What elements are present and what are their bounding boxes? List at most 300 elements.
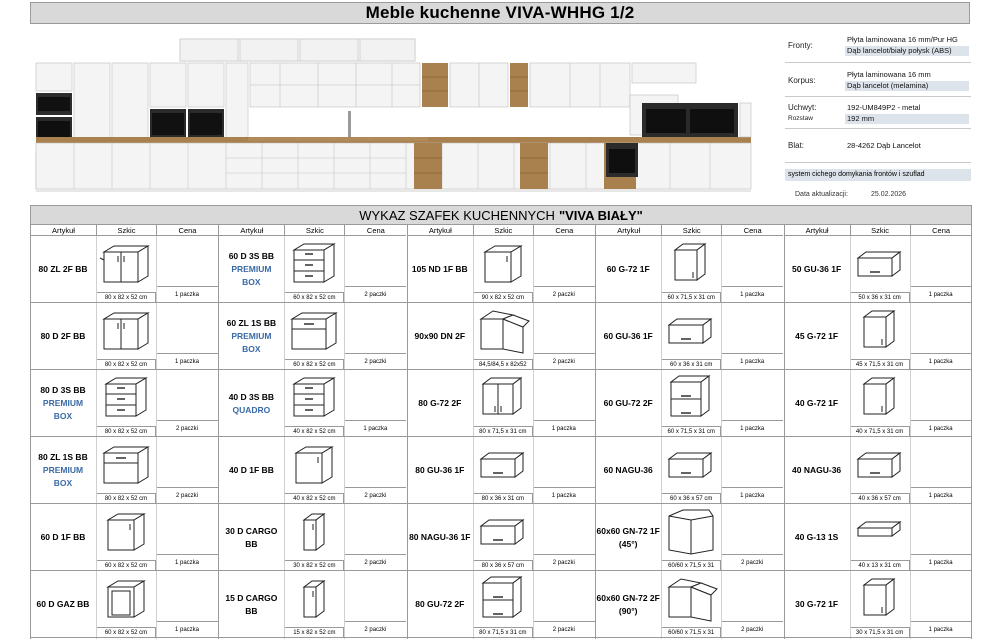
col-header-artykul: Artykuł xyxy=(784,225,850,236)
package-count: 2 paczki xyxy=(741,627,764,633)
row-divider xyxy=(30,570,972,571)
price-box xyxy=(533,437,595,488)
cabinet-code: 80 D 3S BB xyxy=(40,385,86,395)
page-title: Meble kuchenne VIVA-WHHG 1/2 xyxy=(365,3,635,22)
blat-value: 28-4262 Dąb Lancelot xyxy=(847,141,921,150)
cabinet-code: 40 G-13 1S xyxy=(794,532,839,542)
price-cell xyxy=(344,571,406,638)
cabinet-code: 30 D CARGO BB xyxy=(225,525,278,549)
cabinet-dimensions: 45 x 71,5 x 31 cm xyxy=(850,359,910,370)
price-box xyxy=(910,303,972,354)
price-box xyxy=(156,437,218,488)
cabinet-article xyxy=(218,370,284,437)
rozstaw-label: Rozstaw xyxy=(788,115,813,122)
row-divider xyxy=(30,369,972,370)
cabinet-article xyxy=(784,437,850,504)
cabinet-article xyxy=(784,236,850,303)
package-count: 2 paczki xyxy=(552,627,575,633)
cabinet-sketch-icon xyxy=(96,305,156,357)
row-divider xyxy=(30,436,972,437)
package-count: 1 paczka xyxy=(174,627,199,633)
cabinet-article xyxy=(595,236,661,303)
cabinet-sketch-icon xyxy=(284,439,344,491)
date-value: 25.02.2026 xyxy=(871,191,907,198)
package-count: 1 paczka xyxy=(740,426,765,432)
cabinet-dimensions: 15 x 82 x 52 cm xyxy=(284,627,344,638)
cabinet-dimensions: 60 x 82 x 52 cm xyxy=(96,627,156,638)
package-count: 1 paczka xyxy=(928,359,953,365)
package-count: 1 paczka xyxy=(928,292,953,298)
cabinet-sketch-icon xyxy=(96,506,156,558)
cabinet-code: 80 GU-72 2F xyxy=(415,599,465,609)
cabinet-sketch-icon xyxy=(284,573,344,625)
cabinet-code: 60 D 1F BB xyxy=(40,532,86,542)
cabinet-item xyxy=(784,236,972,303)
cabinet-article xyxy=(218,437,284,504)
cabinet-dimensions: 40 x 82 x 52 cm xyxy=(284,493,344,504)
cabinet-article xyxy=(595,504,661,571)
price-cell xyxy=(533,236,595,303)
cabinet-table xyxy=(30,225,972,639)
cabinet-article xyxy=(784,571,850,638)
price-box xyxy=(533,504,595,555)
cabinet-article xyxy=(784,370,850,437)
price-box xyxy=(721,437,783,488)
row-divider xyxy=(30,503,972,504)
cabinet-article xyxy=(784,303,850,370)
price-box xyxy=(533,370,595,421)
cabinet-sketch-icon xyxy=(284,506,344,558)
cell-divider xyxy=(850,236,851,639)
cabinet-item xyxy=(784,437,972,504)
cabinet-code: 105 ND 1F BB xyxy=(411,264,468,274)
cell-divider xyxy=(910,236,911,639)
package-count: 2 paczki xyxy=(364,627,387,633)
price-cell xyxy=(721,370,783,437)
cabinet-code: 50 GU-36 1F xyxy=(792,264,842,274)
row-divider xyxy=(30,302,972,303)
cabinet-dimensions: 80 x 82 x 52 cm xyxy=(96,359,156,370)
cabinet-code: 80 ZL 2F BB xyxy=(38,264,88,274)
fronty-line1: Płyta laminowana 16 mm/Pur HG xyxy=(847,35,958,44)
row-divider xyxy=(30,637,972,638)
price-cell xyxy=(910,504,972,571)
price-box xyxy=(721,504,783,555)
package-count: 1 paczka xyxy=(740,292,765,298)
cabinet-tag: BOX xyxy=(242,344,261,354)
price-cell xyxy=(156,303,218,370)
cabinet-sketch-icon xyxy=(284,372,344,424)
cabinet-code: 80 D 2F BB xyxy=(40,331,86,341)
cabinet-dimensions: 60 x 82 x 52 cm xyxy=(284,292,344,303)
col-header-szkic: Szkic xyxy=(96,225,156,236)
uchwyt-value: 192-UM849P2 - metal xyxy=(847,103,921,112)
cabinet-sketch-icon xyxy=(96,238,156,290)
package-count: 2 paczki xyxy=(364,560,387,566)
cell-divider xyxy=(284,236,285,639)
col-header-cena: Cena xyxy=(533,225,595,236)
col-header-artykul: Artykuł xyxy=(30,225,96,236)
cabinet-item xyxy=(407,571,595,638)
price-box xyxy=(344,437,406,488)
price-box xyxy=(721,370,783,421)
cabinet-item xyxy=(784,571,972,638)
col-header-artykul: Artykuł xyxy=(595,225,661,236)
cabinet-sketch-icon xyxy=(850,506,910,558)
cabinet-code: 40 NAGU-36 xyxy=(792,465,842,475)
cell-divider xyxy=(344,236,345,639)
price-cell xyxy=(344,236,406,303)
cabinet-tag: BOX xyxy=(242,277,261,287)
cabinet-sketch-icon xyxy=(473,305,533,357)
spec-panel xyxy=(785,25,971,203)
package-count: 2 paczki xyxy=(175,426,198,432)
price-cell xyxy=(533,437,595,504)
price-cell xyxy=(156,370,218,437)
cabinet-dimensions: 90 x 82 x 52 cm xyxy=(473,292,533,303)
cabinet-code: 60 G-72 1F xyxy=(606,264,650,274)
package-count: 1 paczka xyxy=(363,426,388,432)
cabinet-dimensions: 80 x 82 x 52 cm xyxy=(96,493,156,504)
cabinet-article xyxy=(407,571,473,638)
cabinet-sketch-icon xyxy=(96,573,156,625)
cell-divider xyxy=(156,236,157,639)
package-count: 1 paczka xyxy=(551,493,576,499)
col-header-szkic: Szkic xyxy=(473,225,533,236)
cabinet-code: 60 NAGU-36 xyxy=(603,465,653,475)
cabinet-sketch-icon xyxy=(850,238,910,290)
cabinet-item xyxy=(30,370,218,437)
cabinet-sketch-icon xyxy=(473,506,533,558)
price-box xyxy=(910,571,972,622)
package-count: 2 paczki xyxy=(552,292,575,298)
cabinet-article xyxy=(218,504,284,571)
price-box xyxy=(156,236,218,287)
price-box xyxy=(344,370,406,421)
price-box xyxy=(156,370,218,421)
cabinet-article xyxy=(407,437,473,504)
cabinet-code: 45 G-72 1F xyxy=(795,331,839,341)
price-cell xyxy=(344,370,406,437)
package-count: 1 paczka xyxy=(174,359,199,365)
cabinet-sketch-icon xyxy=(96,439,156,491)
cabinet-article xyxy=(407,370,473,437)
package-count: 2 paczki xyxy=(364,359,387,365)
cabinet-code: 30 G-72 1F xyxy=(795,599,839,609)
price-cell xyxy=(721,437,783,504)
cabinet-article xyxy=(407,303,473,370)
cabinet-dimensions: 40 x 82 x 52 cm xyxy=(284,426,344,437)
price-cell xyxy=(344,303,406,370)
price-box xyxy=(344,571,406,622)
uchwyt-label: Uchwyt: xyxy=(788,103,817,112)
cabinet-dimensions: 60 x 71,5 x 31 cm xyxy=(661,292,721,303)
cabinet-dimensions: 60 x 82 x 52 cm xyxy=(284,359,344,370)
price-cell xyxy=(344,504,406,571)
col-header-artykul: Artykuł xyxy=(407,225,473,236)
cabinet-item xyxy=(30,571,218,638)
cabinet-item xyxy=(407,370,595,437)
cabinet-sketch-icon xyxy=(850,305,910,357)
cabinet-article xyxy=(30,370,96,437)
price-box xyxy=(156,571,218,622)
rozstaw-value: 192 mm xyxy=(845,114,969,124)
column-divider xyxy=(30,225,31,639)
package-count: 2 paczki xyxy=(741,560,764,566)
cabinet-dimensions: 40 x 13 x 31 cm xyxy=(850,560,910,571)
price-cell xyxy=(533,504,595,571)
price-box xyxy=(721,303,783,354)
cabinet-item xyxy=(218,437,406,504)
cabinet-code: 80 G-72 2F xyxy=(418,398,462,408)
cabinet-code: 80 NAGU-36 1F xyxy=(409,532,471,542)
price-cell xyxy=(721,504,783,571)
package-count: 1 paczka xyxy=(740,493,765,499)
cabinet-sketch-icon xyxy=(850,439,910,491)
cabinet-dimensions: 84,5/84,5 x 82x52 xyxy=(473,359,533,370)
cabinet-article xyxy=(784,504,850,571)
cabinet-article xyxy=(595,571,661,638)
cabinet-item xyxy=(218,236,406,303)
cabinet-code: 60 GU-72 2F xyxy=(603,398,653,408)
cabinet-sketch-icon xyxy=(473,439,533,491)
cabinet-item xyxy=(784,504,972,571)
cabinet-item xyxy=(595,504,783,571)
cabinet-article xyxy=(30,236,96,303)
fronty-line2: Dąb lancelot/biały połysk (ABS) xyxy=(845,46,969,56)
cabinet-dimensions: 80 x 36 x 31 cm xyxy=(473,493,533,504)
cabinet-article xyxy=(30,571,96,638)
price-cell xyxy=(910,370,972,437)
cabinet-article xyxy=(407,236,473,303)
list-title-name: "VIVA BIAŁY" xyxy=(558,207,643,223)
cabinet-dimensions: 60 x 82 x 52 cm xyxy=(96,560,156,571)
fronty-label: Fronty: xyxy=(788,41,813,50)
price-box xyxy=(910,504,972,555)
package-count: 2 paczki xyxy=(552,359,575,365)
cabinet-sketch-icon xyxy=(661,372,721,424)
cabinet-dimensions: 80 x 71,5 x 31 cm xyxy=(473,426,533,437)
cabinet-article xyxy=(595,370,661,437)
cabinet-item xyxy=(218,303,406,370)
col-header-szkic: Szkic xyxy=(284,225,344,236)
price-cell xyxy=(910,303,972,370)
price-box xyxy=(910,370,972,421)
cabinet-sketch-icon xyxy=(661,305,721,357)
price-box xyxy=(156,303,218,354)
cabinet-dimensions: 40 x 36 x 57 cm xyxy=(850,493,910,504)
package-count: 2 paczki xyxy=(364,292,387,298)
price-box xyxy=(533,303,595,354)
price-box xyxy=(910,437,972,488)
cabinet-code: 15 D CARGO BB xyxy=(225,592,278,616)
cabinet-item xyxy=(595,236,783,303)
cabinet-item xyxy=(407,303,595,370)
price-cell xyxy=(344,437,406,504)
package-count: 1 paczka xyxy=(928,627,953,633)
cabinet-item xyxy=(30,437,218,504)
cabinet-code: 60 GU-36 1F xyxy=(603,331,653,341)
cabinet-article xyxy=(407,504,473,571)
price-cell xyxy=(156,504,218,571)
package-count: 2 paczki xyxy=(175,493,198,499)
cabinet-code: 80 GU-36 1F xyxy=(415,465,465,475)
price-cell xyxy=(721,571,783,638)
price-cell xyxy=(910,437,972,504)
price-cell xyxy=(721,303,783,370)
cabinet-sketch-icon xyxy=(661,506,721,558)
package-count: 1 paczka xyxy=(551,426,576,432)
cabinet-article xyxy=(218,303,284,370)
cabinet-item xyxy=(595,571,783,638)
cabinet-dimensions: 80 x 71,5 x 31 cm xyxy=(473,627,533,638)
cabinet-item xyxy=(595,303,783,370)
cabinet-item xyxy=(595,437,783,504)
cabinet-item xyxy=(218,571,406,638)
cabinet-item xyxy=(218,504,406,571)
package-count: 2 paczki xyxy=(364,493,387,499)
cabinet-item xyxy=(30,504,218,571)
price-cell xyxy=(910,571,972,638)
cabinet-code: 80 ZL 1S BB xyxy=(38,452,88,462)
cabinet-code: 60x60 GN-72 2F (90°) xyxy=(596,592,660,616)
cabinet-tag: QUADRO xyxy=(232,404,271,415)
cabinet-code: 60x60 GN-72 1F (45°) xyxy=(596,525,660,549)
price-cell xyxy=(156,571,218,638)
cabinet-code: 60 D GAZ BB xyxy=(36,599,90,609)
cabinet-sketch-icon xyxy=(850,372,910,424)
cabinet-code: 60 D 3S BB xyxy=(228,251,275,261)
package-count: 1 paczka xyxy=(928,493,953,499)
col-header-cena: Cena xyxy=(910,225,972,236)
cabinet-item xyxy=(784,370,972,437)
cabinet-article xyxy=(595,303,661,370)
package-count: 1 paczka xyxy=(174,560,199,566)
cabinet-tag: PREMIUM xyxy=(42,398,84,408)
price-cell xyxy=(721,236,783,303)
cell-divider xyxy=(473,236,474,639)
date-label: Data aktualizacji: xyxy=(795,191,848,198)
cabinet-sketch-icon xyxy=(284,238,344,290)
price-cell xyxy=(533,571,595,638)
column-divider xyxy=(784,225,785,639)
cabinet-dimensions: 30 x 82 x 52 cm xyxy=(284,560,344,571)
list-title-prefix: WYKAZ SZAFEK KUCHENNYCH xyxy=(359,207,555,223)
blat-label: Blat: xyxy=(788,141,805,150)
cell-divider xyxy=(533,236,534,639)
cell-divider xyxy=(96,236,97,639)
column-divider xyxy=(218,225,219,639)
korpus-line1: Płyta laminowana 16 mm xyxy=(847,70,931,79)
cabinet-code: 90x90 DN 2F xyxy=(414,331,466,341)
cabinet-dimensions: 50 x 36 x 31 cm xyxy=(850,292,910,303)
cabinet-item xyxy=(30,236,218,303)
cabinet-sketch-icon xyxy=(473,573,533,625)
cabinet-article xyxy=(30,303,96,370)
korpus-line2: Dąb lancelot (melamina) xyxy=(845,81,969,91)
price-box xyxy=(721,571,783,622)
cabinet-tag: BOX xyxy=(53,411,73,421)
col-header-artykul: Artykuł xyxy=(218,225,284,236)
price-cell xyxy=(533,303,595,370)
cabinet-article xyxy=(218,236,284,303)
price-box xyxy=(344,236,406,287)
cabinet-dimensions: 80 x 36 x 57 cm xyxy=(473,560,533,571)
cabinet-sketch-icon xyxy=(96,372,156,424)
package-count: 1 paczka xyxy=(928,560,953,566)
cabinet-code: 40 D 1F BB xyxy=(228,465,274,475)
col-header-szkic: Szkic xyxy=(850,225,910,236)
price-cell xyxy=(910,236,972,303)
price-cell xyxy=(156,236,218,303)
title-bar xyxy=(30,2,970,24)
package-count: 1 paczka xyxy=(928,426,953,432)
cabinet-dimensions: 30 x 71,5 x 31 cm xyxy=(850,627,910,638)
korpus-label: Korpus: xyxy=(788,76,816,85)
cabinet-article xyxy=(30,504,96,571)
column-divider xyxy=(971,225,972,639)
cell-divider xyxy=(661,236,662,639)
package-count: 1 paczka xyxy=(174,292,199,298)
price-box xyxy=(910,236,972,287)
cabinet-item xyxy=(407,504,595,571)
col-header-cena: Cena xyxy=(344,225,406,236)
cabinet-tag: PREMIUM xyxy=(42,465,84,475)
cabinet-tag: PREMIUM xyxy=(231,264,272,274)
price-box xyxy=(533,236,595,287)
cabinet-dimensions: 80 x 82 x 52 cm xyxy=(96,426,156,437)
cabinet-dimensions: 40 x 71,5 x 31 cm xyxy=(850,426,910,437)
cabinet-article xyxy=(595,437,661,504)
cabinet-item xyxy=(407,236,595,303)
cabinet-sketch-icon xyxy=(473,238,533,290)
col-header-cena: Cena xyxy=(156,225,218,236)
cell-divider xyxy=(721,236,722,639)
list-title xyxy=(30,205,972,225)
price-box xyxy=(721,236,783,287)
cabinet-code: 40 D 3S BB xyxy=(228,391,275,402)
cabinet-sketch-icon xyxy=(850,573,910,625)
cabinet-sketch-icon xyxy=(661,238,721,290)
cabinet-dimensions: 80 x 82 x 52 cm xyxy=(96,292,156,303)
cabinet-dimensions: 60 x 71,5 x 31 cm xyxy=(661,426,721,437)
cabinet-sketch-icon xyxy=(661,573,721,625)
cabinet-dimensions: 60 x 36 x 31 cm xyxy=(661,359,721,370)
cabinet-article xyxy=(30,437,96,504)
package-count: 2 paczki xyxy=(552,560,575,566)
cabinet-tag: BOX xyxy=(53,478,73,488)
cabinet-code: 60 ZL 1S BB xyxy=(226,318,277,328)
price-cell xyxy=(533,370,595,437)
cabinet-dimensions: 60/60 x 71,5 x 31 xyxy=(661,627,721,638)
kitchen-render xyxy=(30,25,782,200)
cabinet-item xyxy=(30,303,218,370)
price-box xyxy=(344,504,406,555)
col-header-szkic: Szkic xyxy=(661,225,721,236)
column-divider xyxy=(407,225,408,639)
package-count: 1 paczka xyxy=(740,359,765,365)
soft-close-note: system cichego domykania frontów i szuflad xyxy=(785,169,971,181)
cabinet-tag: PREMIUM xyxy=(231,331,272,341)
price-box xyxy=(156,504,218,555)
cabinet-item xyxy=(218,370,406,437)
col-header-cena: Cena xyxy=(721,225,783,236)
cabinet-item xyxy=(595,370,783,437)
cabinet-code: 40 G-72 1F xyxy=(795,398,839,408)
cabinet-item xyxy=(407,437,595,504)
cabinet-dimensions: 60 x 36 x 57 cm xyxy=(661,493,721,504)
price-box xyxy=(533,571,595,622)
